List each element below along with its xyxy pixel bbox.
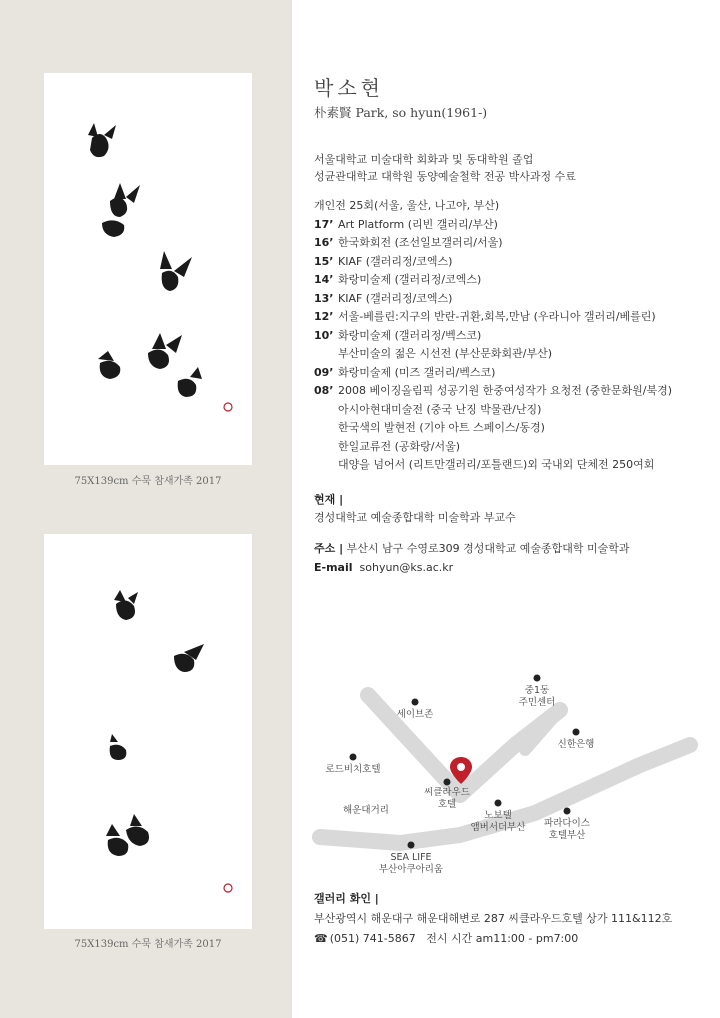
exhibition-row	[314, 216, 672, 235]
map-label-saebrezone: 세이브존	[396, 709, 434, 720]
map-label-novotel: 노보텔	[484, 810, 512, 821]
gallery-address: 부산광역시 해운대구 해운대해변로 287 씨클라우드호텔 상가 111&112호	[314, 912, 673, 925]
left-panel	[0, 0, 292, 1018]
exhibition-text: KIAF (갤러리정/코엑스)	[338, 254, 453, 268]
map-label-jung1dong: 중1동	[524, 685, 550, 696]
exhibition-row	[314, 364, 672, 383]
map-label-novotel-2: 앰버서더부산	[470, 822, 526, 833]
phone-icon: ☎	[314, 932, 328, 945]
map-label-sealife-2: 부산아쿠아리움	[378, 864, 444, 875]
exhibition-year: 17’	[314, 217, 334, 231]
map-label-sclouds-2: 호텔	[437, 799, 457, 810]
exhibition-row	[314, 290, 672, 309]
exhibition-year	[314, 419, 338, 438]
contact-section	[314, 539, 629, 577]
map-marker-roadbeach	[350, 754, 357, 761]
exhibition-year: 08’	[314, 384, 334, 397]
exhibition-text: 대양을 넘어서 (리트만갤러리/포틀랜드)외 국내외 단체전 250여회	[338, 458, 655, 471]
exhibition-year	[314, 438, 338, 457]
exhibition-text: 화랑미술제 (미즈 갤러리/벡스코)	[338, 365, 496, 379]
gallery-section	[314, 889, 672, 949]
career-section	[314, 197, 672, 475]
map-label-paradise: 파라다이스	[544, 818, 590, 829]
exhibition-text: 화랑미술제 (갤러리정/벡스코)	[338, 328, 482, 342]
exhibition-text: 화랑미술제 (갤러리정/코엑스)	[338, 273, 482, 286]
location-map	[310, 665, 710, 875]
exhibition-year	[314, 456, 338, 475]
exhibition-text: KIAF (갤러리정/코엑스)	[338, 291, 453, 305]
map-label-shinhan: 신한은행	[557, 739, 595, 750]
exhibition-year: 09’	[314, 365, 334, 379]
solo-summary: 개인전 25회(서울, 울산, 나고야, 부산)	[314, 199, 500, 212]
exhibition-row	[314, 234, 672, 253]
email-line	[314, 558, 629, 577]
map-marker-saebrezone	[412, 699, 419, 706]
current-label: 현재 |	[314, 493, 344, 506]
exhibition-text: Art Platform (리빈 갤러리/부산)	[338, 217, 498, 231]
map-marker-sealife	[408, 842, 415, 849]
map-marker-jung1dong	[534, 675, 541, 682]
exhibition-year: 12’	[314, 310, 334, 323]
exhibition-row	[314, 438, 672, 457]
gallery-phone[interactable]: (051) 741-5867	[329, 932, 416, 945]
map-label-sclouds: 씨클라우드	[424, 787, 470, 798]
artist-name: 박소현	[314, 76, 384, 100]
map-marker-shinhan	[573, 729, 580, 736]
exhibition-year: 13’	[314, 291, 334, 305]
exhibition-row	[314, 419, 672, 438]
exhibition-row	[314, 456, 672, 475]
map-marker-sclouds	[444, 779, 451, 786]
exhibition-row	[314, 271, 672, 290]
artwork-caption-1: 75X139cm 수묵 참새가족 2017	[74, 476, 222, 487]
exhibition-year: 10’	[314, 328, 334, 342]
exhibition-text: 한국색의 발현전 (기야 아트 스페이스/동경)	[338, 421, 545, 434]
address-label: 주소 |	[314, 542, 344, 555]
exhibition-text: 2008 베이징올림픽 성공기원 한중여성작가 요청전 (중한문화원/북경)	[338, 384, 673, 397]
map-label-jung1dong-2: 주민센터	[518, 697, 556, 708]
gallery-contact-line	[314, 929, 672, 949]
map-marker-novotel	[495, 800, 502, 807]
exhibition-row	[314, 382, 672, 401]
address-line	[314, 539, 629, 558]
current-position-section	[314, 491, 516, 527]
exhibition-text: 서울-베를린:지구의 반란-귀환,회복,만남 (우라니아 갤러리/베를린)	[338, 310, 656, 323]
exhibition-text: 부산미술의 젊은 시선전 (부산문화회관/부산)	[338, 347, 553, 360]
exhibition-year: 16’	[314, 236, 334, 249]
exhibition-year: 15’	[314, 254, 334, 268]
gallery-hours: 전시 시간 am11:00 - pm7:00	[426, 932, 579, 945]
map-marker-paradise	[564, 808, 571, 815]
gallery-label: 갤러리 화인 |	[314, 892, 379, 905]
education-line: 성균관대학교 대학원 동양예술철학 전공 박사과정 수료	[314, 170, 576, 183]
address-text: 부산시 남구 수영로309 경성대학교 예술종합대학 미술학과	[346, 542, 630, 555]
exhibition-year	[314, 345, 338, 364]
education-line: 서울대학교 미술대학 회화과 및 동대학원 졸업	[314, 153, 534, 166]
artwork-caption-2: 75X139cm 수묵 참새가족 2017	[74, 939, 222, 950]
education-section	[314, 151, 576, 185]
map-label-roadbeach: 로드비치호텔	[325, 764, 381, 775]
exhibition-year	[314, 401, 338, 420]
email-link[interactable]: sohyun@ks.ac.kr	[359, 561, 454, 574]
artwork-image-2	[44, 534, 252, 929]
exhibition-row	[314, 308, 672, 327]
exhibition-text: 한일교류전 (공화랑/서울)	[338, 439, 461, 453]
exhibition-row	[314, 345, 672, 364]
artist-subname: 朴素賢 Park, so hyun(1961-)	[314, 105, 488, 120]
map-label-haeundaegeori: 해운대거리	[343, 805, 389, 816]
exhibition-row	[314, 401, 672, 420]
map-label-paradise-2: 호텔부산	[548, 830, 586, 841]
exhibition-text: 아시아현대미술전 (중국 난징 박물관/난징)	[338, 402, 542, 416]
map-label-sealife: SEA LIFE	[390, 852, 432, 863]
artwork-image-1	[44, 73, 252, 465]
current-position: 경성대학교 예술종합대학 미술학과 부교수	[314, 511, 516, 524]
email-label: E-mail	[314, 561, 353, 574]
exhibition-row	[314, 253, 672, 272]
exhibition-year: 14’	[314, 273, 334, 286]
exhibition-text: 한국화회전 (조선일보갤러리/서울)	[338, 236, 503, 249]
exhibition-row	[314, 327, 672, 346]
